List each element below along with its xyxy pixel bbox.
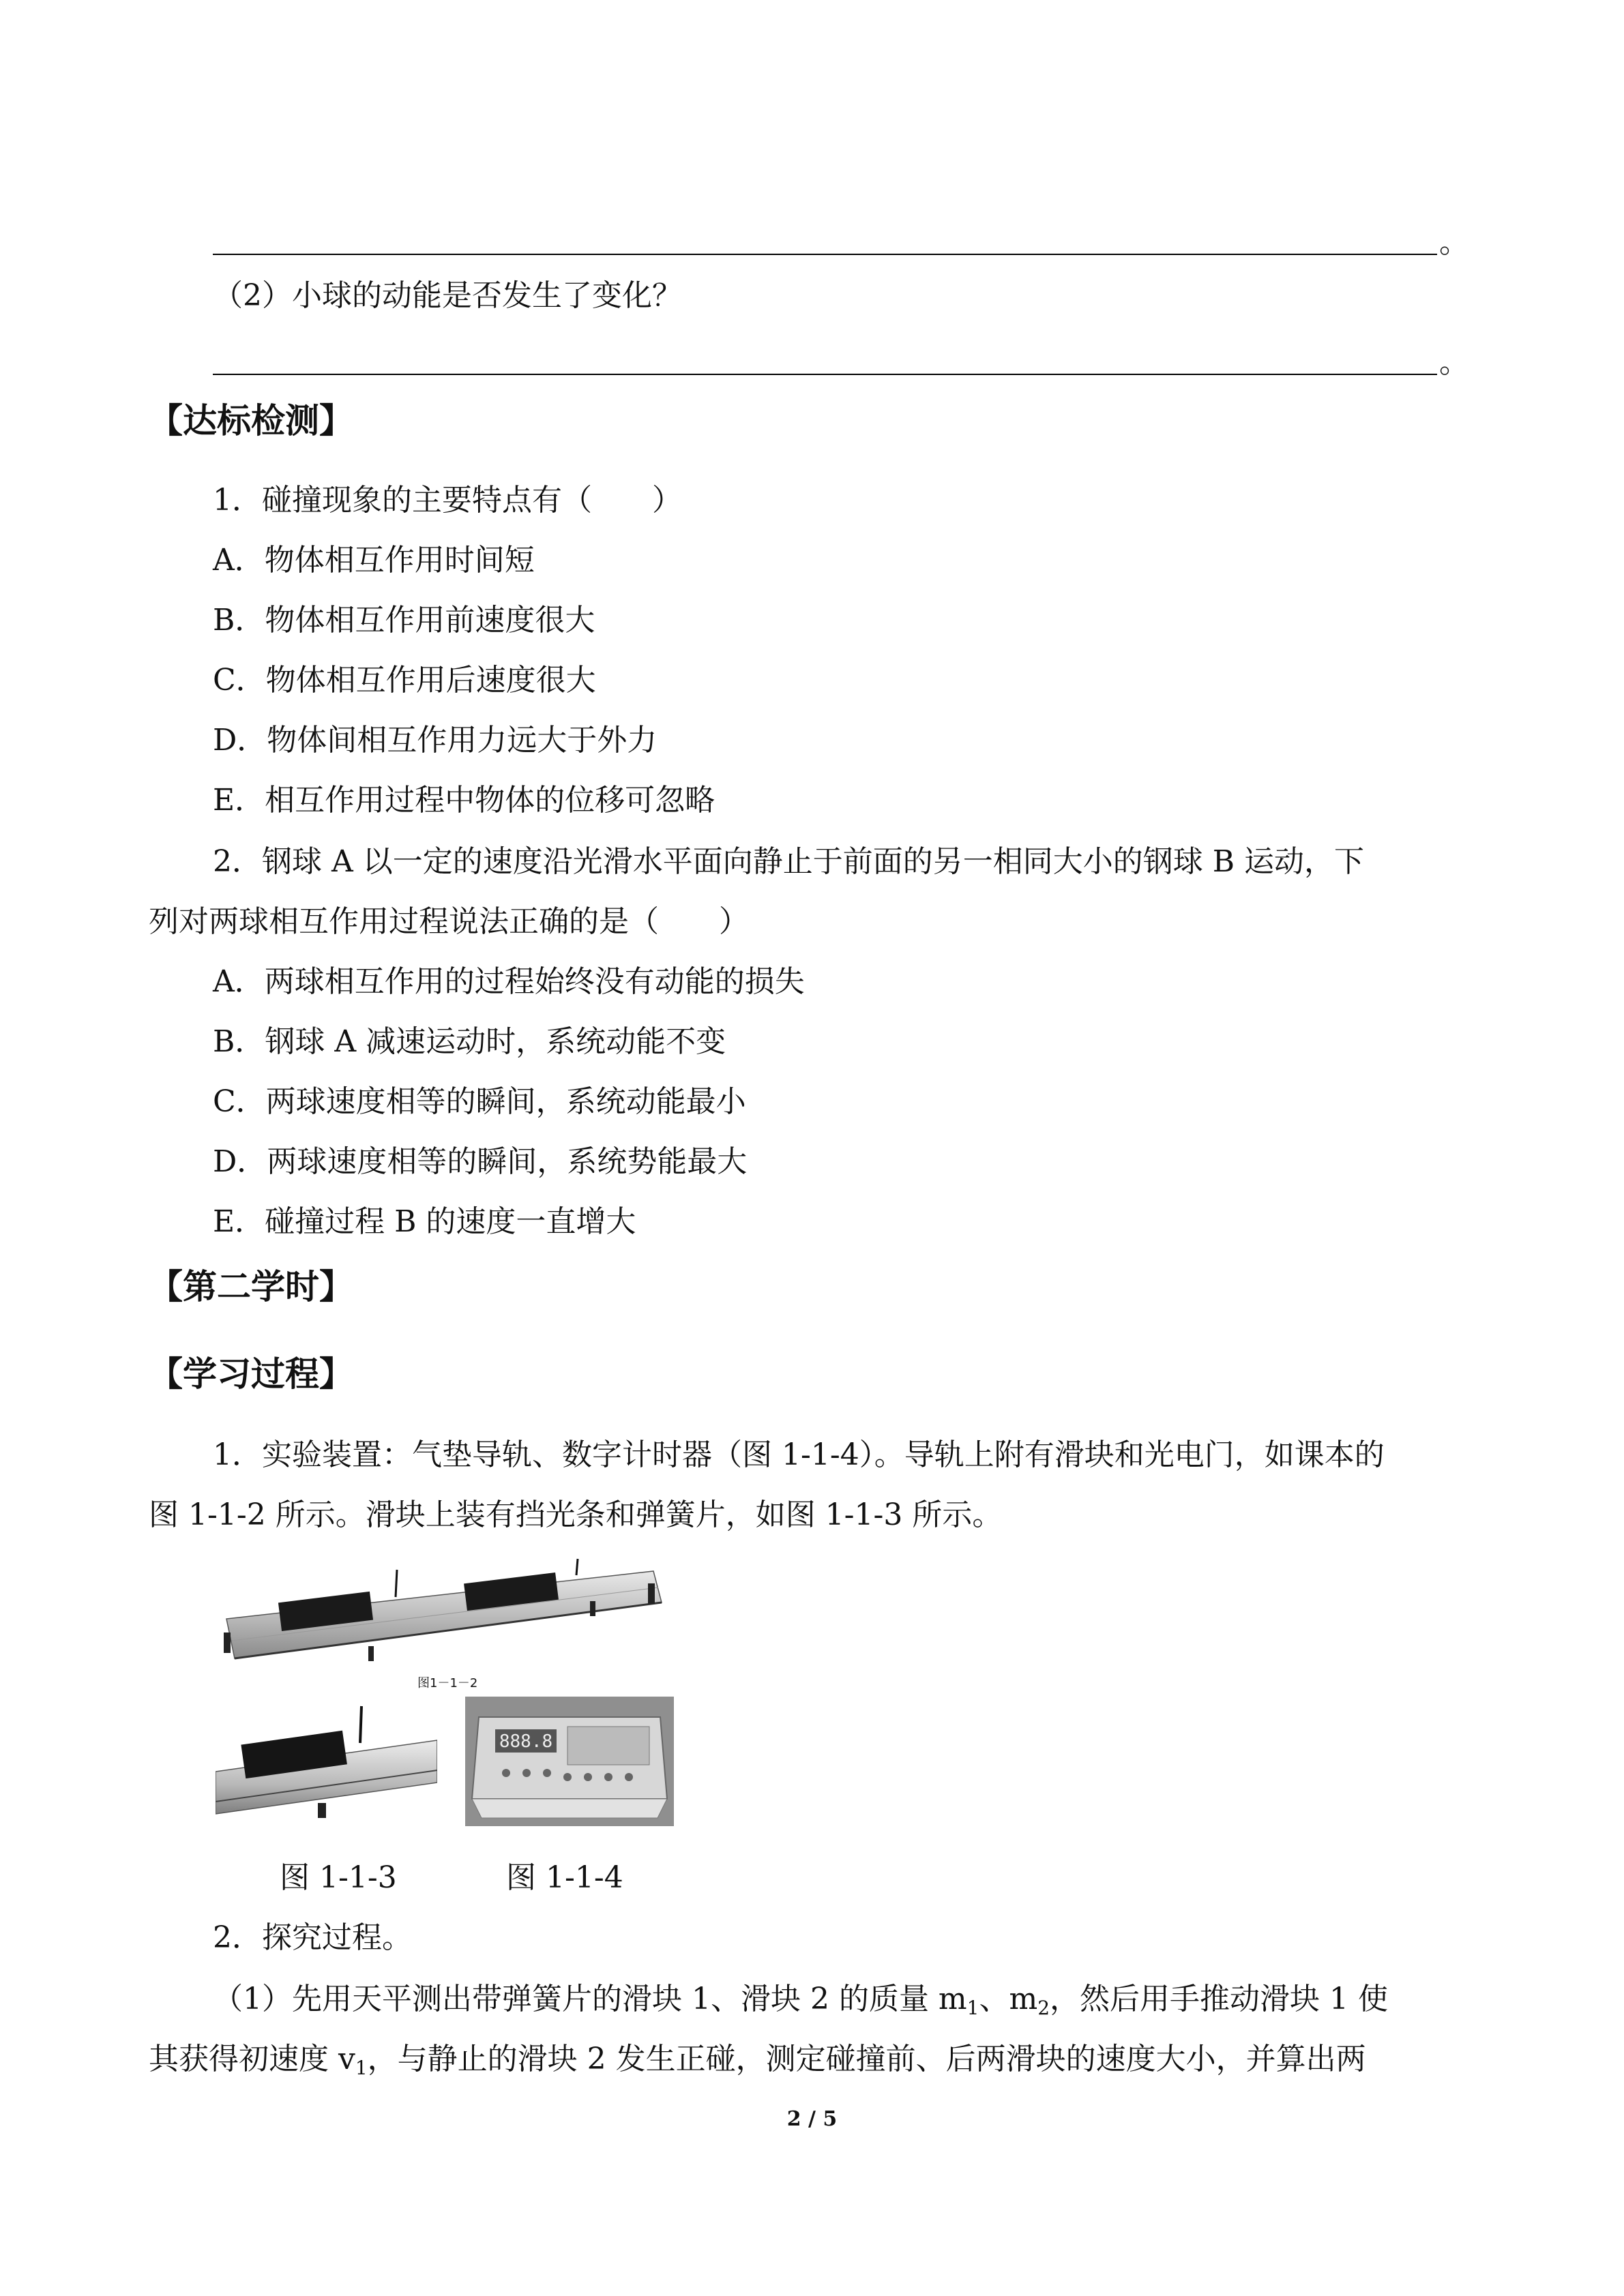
option-item: C．两球速度相等的瞬间，系统动能最小 xyxy=(213,1084,746,1119)
paragraph-line: 1．实验装置：气垫导轨、数字计时器（图 1-1-4）。导轨上附有滑块和光电门，如课本的 xyxy=(213,1437,1385,1472)
figure-label-1-1-2: 图1－1－2 xyxy=(417,1676,478,1690)
paragraph-line: （1）先用天平测出带弹簧片的滑块 1、滑块 2 的质量 $m_1$、$m_2$，然后用手推动滑块 1 使 xyxy=(213,1982,1389,2019)
section-heading-check: 【达标检测】 xyxy=(149,401,353,441)
question-stem: 2．钢球 A 以一定的速度沿光滑水平面向静止于前面的另一相同大小的钢球 B 运动，下 xyxy=(213,844,1365,879)
section-heading-lesson2: 【第二学时】 xyxy=(149,1267,353,1307)
period-mark: 。 xyxy=(1439,345,1469,380)
option-item: E．碰撞过程 B 的速度一直增大 xyxy=(213,1204,636,1239)
slider-photo xyxy=(216,1699,437,1822)
step-title: 2．探究过程。 xyxy=(213,1920,412,1955)
option-item: D．物体间相互作用力远大于外力 xyxy=(213,723,658,758)
period-mark: 。 xyxy=(1439,225,1469,260)
question-stem: 1．碰撞现象的主要特点有（ ） xyxy=(213,483,682,518)
option-item: C．物体相互作用后速度很大 xyxy=(213,663,596,698)
page-number: 2 / 5 xyxy=(786,2107,838,2131)
option-item: A．两球相互作用的过程始终没有动能的损失 xyxy=(213,964,805,999)
option-item: A．物体相互作用时间短 xyxy=(213,543,535,578)
paragraph-line: 其获得初速度 $v_1$，与静止的滑块 2 发生正碰，测定碰撞前、后两滑块的速度大小，并算出两 xyxy=(149,2042,1366,2079)
question-text: （2）小球的动能是否发生了变化？ xyxy=(213,278,682,313)
figure-caption-1-1-3: 图 1-1-3 xyxy=(280,1860,397,1895)
option-item: B．物体相互作用前速度很大 xyxy=(213,603,595,638)
answer-line xyxy=(213,254,1437,255)
timer-display: 888.8 xyxy=(499,1731,553,1752)
figure-caption-1-1-4: 图 1-1-4 xyxy=(506,1860,623,1895)
section-heading-process: 【学习过程】 xyxy=(149,1354,353,1394)
question-stem: 列对两球相互作用过程说法正确的是（ ） xyxy=(149,904,749,939)
air-track-photo xyxy=(211,1556,675,1672)
option-item: B．钢球 A 减速运动时，系统动能不变 xyxy=(213,1024,726,1059)
digital-timer-photo xyxy=(465,1697,674,1826)
answer-line xyxy=(213,374,1437,375)
option-item: D．两球速度相等的瞬间，系统势能最大 xyxy=(213,1144,748,1179)
paragraph-line: 图 1-1-2 所示。滑块上装有挡光条和弹簧片，如图 1-1-3 所示。 xyxy=(149,1497,1003,1532)
option-item: E．相互作用过程中物体的位移可忽略 xyxy=(213,783,715,818)
